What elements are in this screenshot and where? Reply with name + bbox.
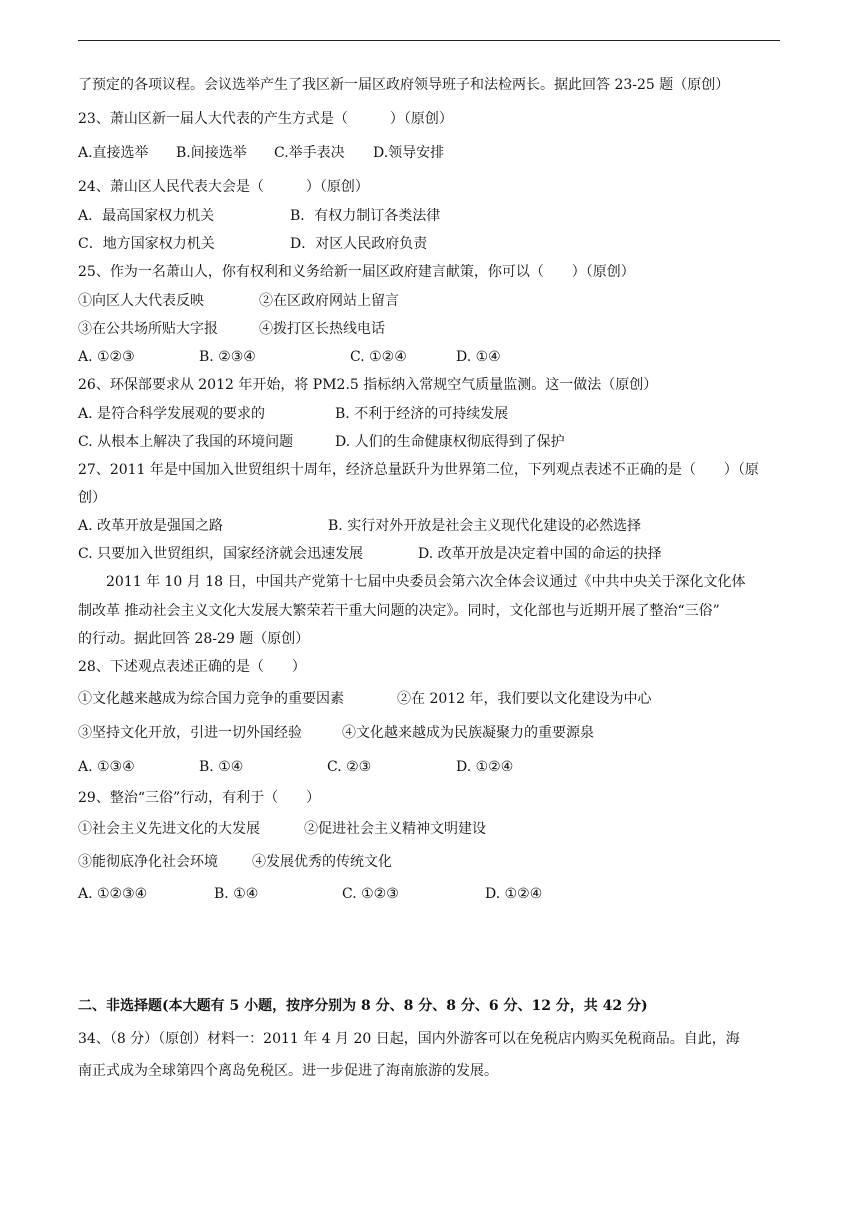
q27-option-a: A. 改革开放是强国之路 bbox=[78, 518, 224, 534]
q26-option-d: D. 人们的生命健康权彻底得到了保护 bbox=[335, 434, 565, 450]
header-rule bbox=[78, 40, 780, 41]
q27-option-d: D. 改革开放是决定着中国的命运的抉择 bbox=[418, 546, 662, 562]
q25-statement-1: ①向区人大代表反映 bbox=[78, 293, 204, 309]
intro-continuation: 了预定的各项议程。会议选举产生了我区新一届区政府领导班子和法检两长。据此回答 23-25 题（原创） bbox=[78, 77, 730, 93]
q28-option-b: B. ①④ bbox=[199, 759, 244, 775]
q23-option-c: C.举手表决 bbox=[274, 145, 345, 161]
q27-option-b: B. 实行对外开放是社会主义现代化建设的必然选择 bbox=[328, 518, 642, 534]
q28-statement-1: ①文化越来越成为综合国力竞争的重要因素 bbox=[78, 691, 344, 707]
question-25: 25、作为一名萧山人，你有权利和义务给新一届区政府建言献策，你可以（ ）（原创） bbox=[78, 264, 635, 280]
q29-option-b: B. ①④ bbox=[214, 886, 259, 902]
section-2-heading: 二、非选择题(本大题有 5 小题，按序分别为 8 分、8 分、8 分、6 分、12 分，共 42 分) bbox=[78, 998, 648, 1014]
q28-statement-3: ③坚持文化开放，引进一切外国经验 bbox=[78, 725, 302, 741]
q24-option-c: C．地方国家权力机关 bbox=[78, 236, 215, 252]
q25-option-d: D. ①④ bbox=[456, 349, 501, 365]
q28-option-c: C. ②③ bbox=[327, 759, 372, 775]
q28-statement-4: ④文化越来越成为民族凝聚力的重要源泉 bbox=[342, 725, 594, 741]
q24-option-a: A．最高国家权力机关 bbox=[78, 208, 215, 224]
q23-option-b: B.间接选举 bbox=[176, 145, 247, 161]
q29-option-a: A. ①②③④ bbox=[78, 886, 148, 902]
q25-statement-3: ③在公共场所贴大字报 bbox=[78, 321, 218, 337]
question-26: 26、环保部要求从 2012 年开始，将 PM2.5 指标纳入常规空气质量监测。这一做法（原创） bbox=[78, 377, 658, 393]
passage-line3: 的行动。据此回答 28-29 题（原创） bbox=[78, 631, 310, 647]
q26-option-a: A. 是符合科学发展观的要求的 bbox=[78, 406, 266, 422]
q24-option-b: B．有权力制订各类法律 bbox=[290, 208, 441, 224]
question-23: 23、萧山区新一届人大代表的产生方式是（ ）（原创） bbox=[78, 111, 453, 127]
q29-option-d: D. ①②④ bbox=[485, 886, 543, 902]
question-28: 28、下述观点表述正确的是（ ） bbox=[78, 659, 306, 675]
q29-option-c: C. ①②③ bbox=[342, 886, 399, 902]
question-34-line2: 南正式成为全球第四个离岛免税区。进一步促进了海南旅游的发展。 bbox=[78, 1063, 498, 1079]
passage-line1: 2011 年 10 月 18 日，中国共产党第十七届中央委员会第六次全体会议通过《中共中央关于深化文化体 bbox=[106, 574, 746, 590]
question-29: 29、整治“三俗”行动，有利于（ ） bbox=[78, 790, 321, 806]
question-27-line1: 27、2011 年是中国加入世贸组织十周年，经济总量跃升为世界第二位，下列观点表述不正确的是（ ）（原 bbox=[78, 462, 759, 478]
q23-option-d: D.领导安排 bbox=[373, 145, 445, 161]
q24-option-d: D．对区人民政府负责 bbox=[290, 236, 428, 252]
q29-statement-2: ②促进社会主义精神文明建设 bbox=[304, 821, 486, 837]
q25-option-a: A. ①②③ bbox=[78, 349, 135, 365]
question-27-line2: 创） bbox=[78, 490, 106, 506]
q28-option-d: D. ①②④ bbox=[456, 759, 514, 775]
q23-option-a: A.直接选举 bbox=[78, 145, 149, 161]
question-34-line1: 34、（8 分）（原创）材料一：2011 年 4 月 20 日起，国内外游客可以在免税店内购买免税商品。自此，海 bbox=[78, 1031, 740, 1047]
q28-statement-2: ②在 2012 年，我们要以文化建设为中心 bbox=[397, 691, 652, 707]
q27-option-c: C. 只要加入世贸组织，国家经济就会迅速发展 bbox=[78, 546, 364, 562]
q25-statement-2: ②在区政府网站上留言 bbox=[259, 293, 399, 309]
q25-option-c: C. ①②④ bbox=[350, 349, 407, 365]
q25-option-b: B. ②③④ bbox=[199, 349, 256, 365]
q26-option-c: C. 从根本上解决了我国的环境问题 bbox=[78, 434, 294, 450]
q28-option-a: A. ①③④ bbox=[78, 759, 135, 775]
q25-statement-4: ④拨打区长热线电话 bbox=[259, 321, 385, 337]
q29-statement-1: ①社会主义先进文化的大发展 bbox=[78, 821, 260, 837]
q26-option-b: B. 不利于经济的可持续发展 bbox=[335, 406, 509, 422]
passage-line2: 制改革 推动社会主义文化大发展大繁荣若干重大问题的决定》。同时，文化部也与近期开展了整治“三俗” bbox=[78, 603, 720, 619]
question-24: 24、萧山区人民代表大会是（ ）（原创） bbox=[78, 179, 369, 195]
q29-statement-4: ④发展优秀的传统文化 bbox=[252, 854, 392, 870]
q29-statement-3: ③能彻底净化社会环境 bbox=[78, 854, 218, 870]
